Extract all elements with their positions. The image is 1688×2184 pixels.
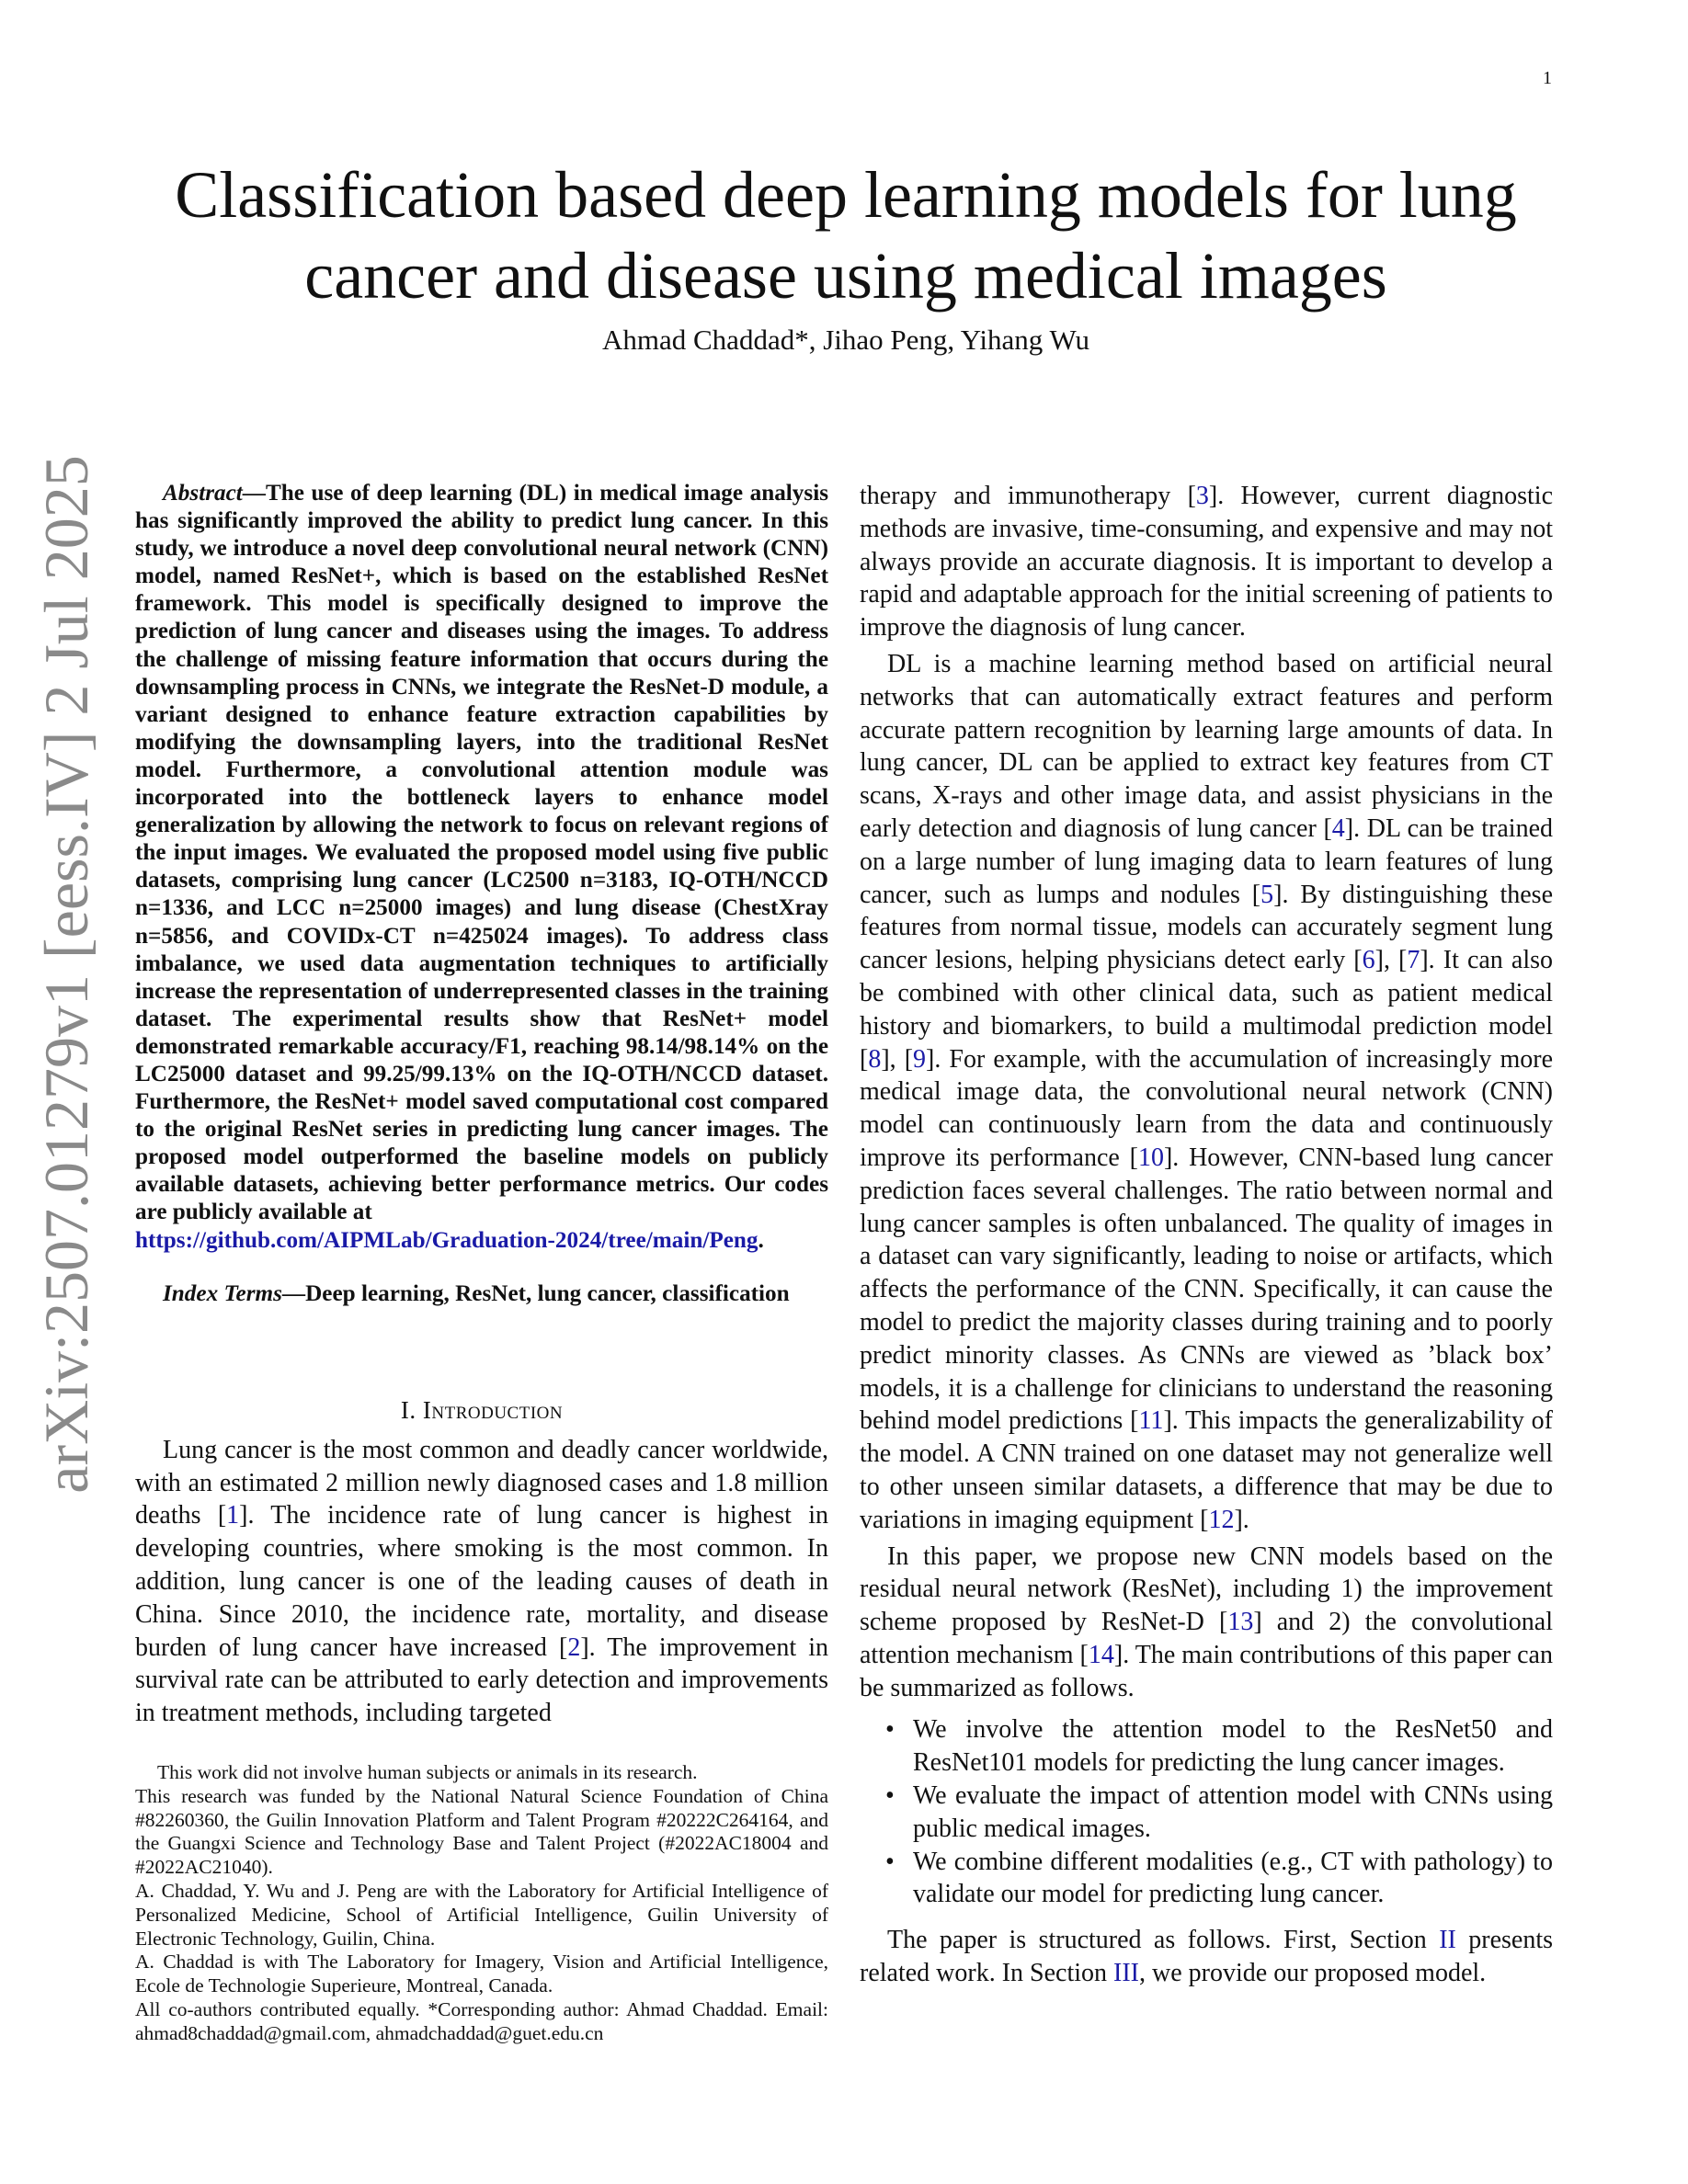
index-terms-label: Index Terms: [163, 1280, 282, 1306]
list-item: • We combine different modalities (e.g., CT with pathology) to validate our model for predicting lung cancer.: [860, 1846, 1553, 1912]
citation-link[interactable]: 7: [1407, 946, 1420, 975]
citation-link[interactable]: 10: [1137, 1143, 1164, 1172]
page-number: 1: [1543, 68, 1552, 88]
citation-link[interactable]: 11: [1138, 1406, 1164, 1436]
code-repository-link[interactable]: https://github.com/AIPMLab/Graduation-2024/tree/main/Peng: [135, 1227, 758, 1253]
arxiv-identifier-stamp: arXiv:2507.01279v1 [eess.IV] 2 Jul 2025: [31, 455, 101, 1494]
index-terms-text: —Deep learning, ResNet, lung cancer, classification: [281, 1280, 790, 1306]
footnote-affiliation-montreal: A. Chaddad is with The Laboratory for Imagery, Vision and Artificial Intelligence, Ecole de Technologie Superieure, Montreal, Canada.: [135, 1951, 828, 1997]
intro-paragraph-continued: therapy and immunotherapy [3]. However, current diagnostic methods are invasive, time-consuming, and expensive and may not always provide an accurate diagnosis. It is important to develop a rapid and adaptable approach for the initial screening of patients to improve the diagnosis of lung cancer.: [860, 482, 1553, 643]
citation-link[interactable]: 6: [1362, 946, 1375, 975]
citation-link[interactable]: 5: [1260, 880, 1274, 909]
abstract-text: —The use of deep learning (DL) in medical image analysis has significantly improved the ability to predict lung cancer. In this study, we introduce a novel deep convolutional neural network (CNN) model, named ResNet+, which is based on the established ResNet framework. This model is specifically designed to improve the prediction of lung cancer and diseases using the images. To address the challenge of missing feature information that occurs during the downsampling process in CNNs, we integrate the ResNet-D module, a variant designed to enhance feature extraction capabilities by modifying the downsampling layers, into the traditional ResNet model. Furthermore, a convolutional attention module was incorporated into the bottleneck layers to enhance model generalization by allowing the network to focus on relevant regions of the input images. We evaluated the proposed model using five public datasets, comprising lung cancer (LC2500 n=3183, IQ-OTH/NCCD n=1336, and LCC n=25000 images) and lung disease (ChestXray n=5856, and COVIDx-CT n=425024 images). To address class imbalance, we used data augmentation techniques to artificially increase the representation of underrepresented classes in the training dataset. The experimental results show that ResNet+ model demonstrated remarkable accuracy/F1, reaching 98.14/98.14% on the LC25000 dataset and 99.25/99.13% on the IQ-OTH/NCCD dataset. Furthermore, the ResNet+ model saved computational cost compared to the original ResNet series in predicting lung cancer images. The proposed model outperformed the baseline models on publicly available datasets, achieving better performance metrics. Our codes are publicly available at: [135, 481, 828, 1225]
proposal-paragraph: In this paper, we propose new CNN models based on the residual neural network (ResNet), including 1) the improvement scheme proposed by ResNet-D [13] and 2) the convolutional attention mechanism [14]. The main contributions of this paper can be summarized as follows.: [860, 1541, 1553, 1702]
citation-link[interactable]: 9: [913, 1044, 927, 1074]
citation-link[interactable]: 4: [1331, 813, 1345, 843]
citation-link[interactable]: 14: [1088, 1640, 1114, 1669]
section-link[interactable]: III: [1113, 1959, 1140, 1988]
title-line-1: Classification based deep learning models for lung: [175, 158, 1517, 232]
author-list: Ahmad Chaddad*, Jihao Peng, Yihang Wu: [602, 324, 1089, 356]
paper-title: [129, 154, 1563, 316]
section-link[interactable]: II: [1439, 1926, 1456, 1955]
list-item: • We involve the attention model to the ResNet50 and ResNet101 models for predicting the lung cancer images.: [860, 1713, 1553, 1780]
footnotes: [135, 1761, 828, 2046]
citation-link[interactable]: 13: [1227, 1608, 1254, 1637]
structure-paragraph: The paper is structured as follows. First, Section II presents related work. In Section III, we provide our proposed model.: [860, 1926, 1553, 1988]
footnote-affiliation-guilin: A. Chaddad, Y. Wu and J. Peng are with the Laboratory for Artificial Intelligence of Personalized Medicine, School of Artificial Intelligence, Guilin University of Electronic Technology, Guilin, China.: [135, 1879, 828, 1950]
title-line-2: cancer and disease using medical images: [304, 239, 1387, 313]
abstract: Abstract—The use of deep learning (DL) in medical image analysis has significantly improved the ability to predict lung cancer. In this study, we introduce a novel deep convolutional neural network (CNN) model, named ResNet+, which is based on the established ResNet framework. This model is specifically designed to improve the prediction of lung cancer and diseases using the images. To address the challenge of missing feature information that occurs during the downsampling process in CNNs, we integrate the ResNet-D module, a variant designed to enhance feature extraction capabilities by modifying the downsampling layers, into the traditional ResNet model. Furthermore, a convolutional attention module was incorporated into the bottleneck layers to enhance model generalization by allowing the network to focus on relevant regions of the input images. We evaluated the proposed model using five public datasets, comprising lung cancer (LC2500 n=3183, IQ-OTH/NCCD n=1336, and LCC n=25000 images) and lung disease (ChestXray n=5856, and COVIDx-CT n=425024 images). To address class imbalance, we used data augmentation techniques to artificially increase the representation of underrepresented classes in the training dataset. The experimental results show that ResNet+ model demonstrated remarkable accuracy/F1, reaching 98.14/98.14% on the LC25000 dataset and 99.25/99.13% on the IQ-OTH/NCCD dataset. Furthermore, the ResNet+ model saved computational cost compared to the original ResNet series in predicting lung cancer images. The proposed model outperformed the baseline models on publicly available datasets, achieving better performance metrics. Our codes are publicly available at https://github.com/AIPMLab/Graduation-2024/tree/main/Peng.: [135, 481, 828, 1253]
footnote-corresponding-author: All co-authors contributed equally. *Corresponding author: Ahmad Chaddad. Email: ahmad8chaddad@gmail.com, ahmadchaddad@guet.edu.cn: [135, 1997, 828, 2044]
citation-link[interactable]: 1: [226, 1501, 240, 1530]
footnote-funding: This research was funded by the National Natural Science Foundation of China #82260360, the Guilin Innovation Platform and Talent Program #20222C264164, and the Guangxi Science and Technology Base and Talent Project (#2022AC18004 and #2022AC21040).: [135, 1784, 828, 1879]
footnote-ethics: This work did not involve human subjects or animals in its research.: [157, 1761, 698, 1783]
citation-link[interactable]: 8: [868, 1044, 882, 1074]
intro-paragraph: Lung cancer is the most common and deadly cancer worldwide, with an estimated 2 million newly diagnosed cases and 1.8 million deaths [1]. The incidence rate of lung cancer is highest in developing countries, where smoking is the most common. In addition, lung cancer is one of the leading causes of death in China. Since 2010, the incidence rate, mortality, and disease burden of lung cancer have increased [2]. The improvement in survival rate can be attributed to early detection and improvements in treatment methods, including targeted: [135, 1435, 828, 1728]
list-item: • We evaluate the impact of attention model with CNNs using public medical images.: [860, 1780, 1553, 1846]
index-terms: [135, 1280, 828, 1308]
left-column: [135, 480, 828, 1730]
section-heading-introduction: I. Introduction: [400, 1395, 564, 1424]
citation-link[interactable]: 12: [1208, 1505, 1235, 1534]
abstract-label: Abstract: [163, 481, 243, 506]
right-column: [860, 480, 1553, 1990]
dl-paragraph: DL is a machine learning method based on artificial neural networks that can automatically extract features and perform accurate pattern recognition by learning large amounts of data. In lung cancer, DL can be applied to extract key features from CT scans, X-rays and other image data, and assist physicians in the early detection and diagnosis of lung cancer [4]. DL can be trained on a large number of lung imaging data to learn features of lung cancer, such as lumps and nodules [5]. By distinguishing these features from normal tissue, models can accurately segment lung cancer lesions, helping physicians detect early [6], [7]. It can also be combined with other clinical data, such as patient medical history and biomarkers, to build a multimodal prediction model [8], [9]. For example, with the accumulation of increasingly more medical image data, the convolutional neural network (CNN) model can continuously learn from the data and continuously improve its performance [10]. However, CNN-based lung cancer prediction faces several challenges. The ratio between normal and lung cancer samples is often unbalanced. The quality of images in a dataset can vary significantly, leading to noise or artifacts, which affects the performance of the CNN. Specifically, it can cause the model to predict the majority classes during training and to poorly predict minority classes. As CNNs are viewed as ’black box’ models, it is a challenge for clinicians to understand the reasoning behind model predictions [11]. This impacts the generalizability of the model. A CNN trained on one dataset may not generalize well to other unseen similar datasets, a difference that may be due to variations in imaging equipment [12].: [860, 649, 1554, 1534]
contributions-list: [860, 1713, 1553, 1911]
citation-link[interactable]: 2: [567, 1632, 581, 1662]
citation-link[interactable]: 3: [1195, 482, 1209, 510]
